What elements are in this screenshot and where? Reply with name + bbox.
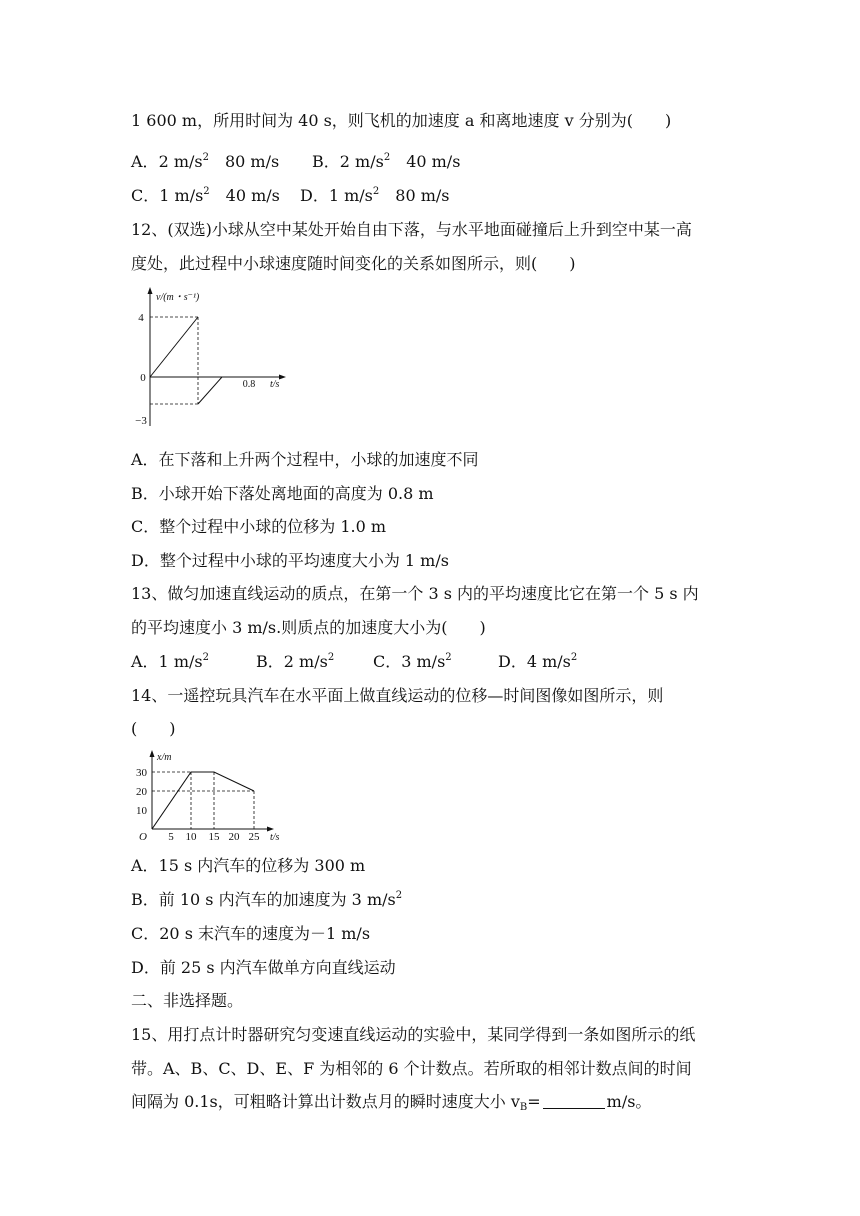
q14-xtick-10: 10 [185, 831, 197, 843]
q14-graph-line [152, 772, 254, 829]
q14-y-axis-arrow [150, 750, 155, 757]
q11-option-d[interactable]: D．1 $m/s^2$ 80 m/s [300, 186, 450, 205]
q12-velocity-time-graph [132, 285, 302, 435]
q12-ytick-neg3: −3 [135, 415, 147, 427]
q11-option-a[interactable]: A．2 $m/s^2$ 80 m/s [131, 152, 280, 171]
q12-x-label: t/s [270, 379, 280, 390]
q11-option-b[interactable]: B．2 $m/s^2$ 40 m/s [312, 152, 461, 171]
q13-stem-line2: 的平均速度小 3 m/s.则质点的加速度大小为( ) [131, 618, 486, 637]
q14-ytick-30: 30 [136, 767, 147, 779]
q12-stem-line2: 度处，此过程中小球速度随时间变化的关系如图所示，则( ) [131, 254, 576, 273]
q14-option-d[interactable]: D．前 25 s 内汽车做单方向直线运动 [131, 958, 396, 977]
q14-displacement-time-graph [130, 746, 290, 846]
q12-ytick-4: 4 [138, 312, 144, 324]
q15-stem-line1: 15、用打点计时器研究匀变速直线运动的实验中，某同学得到一条如图所示的纸 [131, 1025, 696, 1044]
q14-y-label: x/m [157, 752, 172, 763]
q14-xtick-20: 20 [228, 831, 240, 843]
q13-option-d[interactable]: D．4 $m/s^2$ [498, 652, 578, 671]
q14-xtick-5: 5 [168, 831, 174, 843]
q12-x-axis-arrow [279, 375, 286, 380]
q14-origin-label: O [139, 831, 147, 843]
q13-option-a[interactable]: A．1 $m/s^2$ [131, 652, 209, 671]
q15-stem-line3: 间隔为 0.1s，可粗略计算出计数点月的瞬时速度大小 $v_B= m/s$。 [131, 1092, 652, 1113]
q15-answer-blank[interactable] [543, 1094, 605, 1109]
q12-option-b[interactable]: B．小球开始下落处离地面的高度为 0.8 m [131, 484, 434, 503]
q14-ytick-20: 20 [136, 786, 147, 798]
q14-ytick-10: 10 [136, 805, 147, 817]
q13-option-c[interactable]: C．3 $m/s^2$ [373, 652, 452, 671]
q15-stem-line2: 带。A、B、C、D、E、F 为相邻的 6 个计数点。若所取的相邻计数点间的时间 [131, 1059, 692, 1078]
q12-stem-line1: 12、(双选)小球从空中某处开始自由下落，与水平地面碰撞后上升到空中某一高 [131, 220, 692, 239]
q12-option-d[interactable]: D．整个过程中小球的平均速度大小为 1 m/s [131, 551, 449, 570]
q14-x-axis-arrow [267, 827, 274, 832]
q12-option-c[interactable]: C．整个过程中小球的位移为 1.0 m [131, 517, 387, 536]
q14-option-b[interactable]: B．前 10 s 内汽车的加速度为 3 $m/s^2$ [131, 890, 403, 909]
q12-rise-segment [198, 377, 222, 404]
q11-option-c[interactable]: C．1 $m/s^2$ 40 m/s [131, 186, 280, 205]
q12-option-a[interactable]: A．在下落和上升两个过程中，小球的加速度不同 [131, 450, 479, 469]
q14-option-a[interactable]: A．15 s 内汽车的位移为 300 m [131, 856, 366, 875]
q12-xtick-0.8: 0.8 [242, 379, 256, 390]
q12-fall-segment [150, 317, 198, 377]
q12-ytick-0: 0 [140, 372, 146, 384]
q13-option-b[interactable]: B．2 $m/s^2$ [256, 652, 335, 671]
q14-stem-line2: ( ) [131, 719, 176, 738]
q12-y-label: v/(m・s⁻¹) [156, 292, 200, 303]
q14-xtick-25: 25 [248, 831, 260, 843]
q12-y-axis-arrow [148, 287, 153, 294]
q14-option-c[interactable]: C．20 s 末汽车的速度为－1 m/s [131, 924, 371, 943]
q13-stem-line1: 13、做匀加速直线运动的质点，在第一个 3 s 内的平均速度比它在第一个 5 s 内 [131, 584, 699, 603]
q14-xtick-15: 15 [208, 831, 220, 843]
q14-x-label: t/s [270, 832, 280, 843]
q11-stem: 1 600 m，所用时间为 40 s，则飞机的加速度 a 和离地速度 v 分别为( ) [131, 111, 672, 130]
q14-stem-line1: 14、一遥控玩具汽车在水平面上做直线运动的位移—时间图像如图所示，则 [131, 686, 664, 705]
section-heading-nonchoice: 二、非选择题。 [131, 991, 244, 1010]
